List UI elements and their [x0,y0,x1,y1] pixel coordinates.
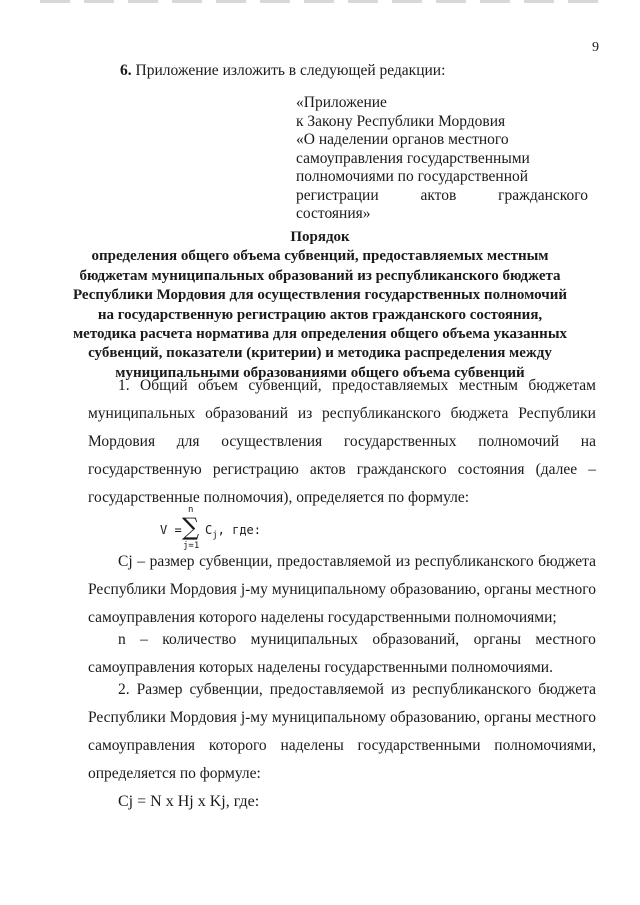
word: органы [484,581,532,598]
text-line [88,760,596,788]
word: из [390,681,406,698]
word: j-му [240,709,268,726]
word: 1. [118,377,130,394]
document-title [60,228,580,383]
word: государственных [343,433,457,450]
word: образований, [372,631,460,648]
paragraph-1 [88,372,596,512]
word: которого [208,737,267,754]
word: Мордовия [169,581,237,598]
text-line [88,456,596,484]
word: j-му [240,581,268,598]
word: местного [535,631,596,648]
word: образований [205,405,289,422]
word: республиканского [412,681,532,698]
word: определяется по формуле: [88,765,261,782]
intro-text: Приложение изложить в следующей редакции: [135,62,446,79]
text-line [88,372,596,400]
word: органы [473,631,522,648]
appendix-word: актов [420,186,457,204]
word: из [395,553,411,570]
word: для [176,433,200,450]
word: предоставляемых [332,377,449,394]
word: гражданского [356,461,447,478]
text-line [88,676,596,704]
word: Республики [88,581,166,598]
word: субвенции, [189,681,263,698]
word: субвенции, [199,553,273,570]
word: количество [162,631,237,648]
word: полномочиями, [494,737,596,754]
text-line [88,626,596,654]
word: муниципальному [271,581,386,598]
text-line [88,548,596,576]
paragraph-n-definition [88,626,596,682]
word: субвенций, [248,377,322,394]
word: образованию, [389,709,481,726]
appendix-line: к Закону Республики Мордовия [296,112,506,130]
text-line [88,704,596,732]
word: бюджетам [528,377,596,394]
word: республиканского [322,405,441,422]
title-line: определения общего объема субвенций, предоставляемых местным [91,248,549,265]
word: на [580,433,596,450]
word: объем [198,377,238,394]
word: из [297,405,313,422]
word: государственными [357,737,481,754]
sigma-symbol: ∑ [182,513,200,541]
term-subscript: j [212,530,218,541]
word: местного [535,709,596,726]
word: – [588,461,596,478]
subvention-formula: Cj = N x Hj x Kj, где: [118,793,260,810]
word: наделены [280,737,344,754]
word: предоставляемой [269,681,384,698]
word: (далее [535,461,578,478]
paragraph-2 [88,676,596,788]
word: Размер [136,681,183,698]
word: государственную [88,461,202,478]
word: – [140,631,148,648]
text-line [88,576,596,604]
word: бюджета [538,553,596,570]
word: Мордовия [169,709,237,726]
word: самоуправления которых наделены государственными полномочиями. [88,659,553,676]
text-line [88,732,596,760]
word: Республики [88,709,166,726]
scan-edge-artifact [40,0,600,3]
word: регистрацию [212,461,299,478]
word: состояния [457,461,525,478]
appendix-line [296,187,588,206]
appendix-line: «О наделении органов местного [296,131,509,148]
word: Cj [118,553,133,570]
word: самоуправления [88,737,196,754]
sum-upper-limit: n [188,505,194,515]
amendment-intro [120,62,445,80]
word: актов [309,461,346,478]
word: местного [535,581,596,598]
word: муниципальному [271,709,386,726]
paragraph-cj-definition [88,548,596,632]
word: размер [149,553,195,570]
page-number: 9 [592,40,599,55]
title-line: муниципальными образованиями общего объема субвенций [115,364,525,381]
title-heading: Порядок [290,229,350,245]
word: государственные полномочия), определяется по формуле: [88,489,470,506]
appendix-line: «Приложение [296,94,387,111]
word: муниципальных [88,405,196,422]
word: – [137,553,145,570]
formula-tail: , где: [217,523,262,537]
text-line [88,400,596,428]
word: бюджета [450,405,509,422]
word: бюджета [538,681,596,698]
word: местным [458,377,518,394]
title-line: Республики Мордовия для осуществления государственных полномочий [72,287,568,304]
word: Республики [518,405,596,422]
word: Общий [140,377,188,394]
word: Мордовия [88,433,156,450]
title-line: субвенций, показатели (критерии) и методика распределения между [88,345,552,362]
appendix-line: самоуправления государственными [296,149,530,167]
word: 2. [118,681,130,698]
text-line [88,428,596,456]
title-line: методика расчета норматива для определения общего объема указанных [72,326,568,343]
word: осуществления [221,433,323,450]
word: органы [484,709,532,726]
appendix-line: состояния» [296,205,371,222]
appendix-word: гражданского [498,186,588,204]
word: муниципальных [250,631,358,648]
title-line: на государственную регистрацию актов гражданского состояния, [97,306,543,323]
word: образованию, [389,581,481,598]
appendix-line: полномочиями по государственной [296,168,529,185]
word: n [118,631,126,648]
appendix-word: регистрации [296,186,379,204]
sum-lower-limit: j=1 [183,541,200,551]
word: республиканского [414,553,534,570]
item-number: 6. [120,62,132,79]
word: самоуправления которого наделены государственными полномочиями; [88,609,557,626]
word: полномочий [478,433,560,450]
word: предоставляемой [276,553,392,570]
formula-lhs: V = [160,523,182,537]
sum-term [205,523,261,540]
term-letter: C [205,523,213,537]
appendix-header [296,94,588,224]
title-line: бюджетам муниципальных образований из республиканского бюджета [79,267,561,284]
